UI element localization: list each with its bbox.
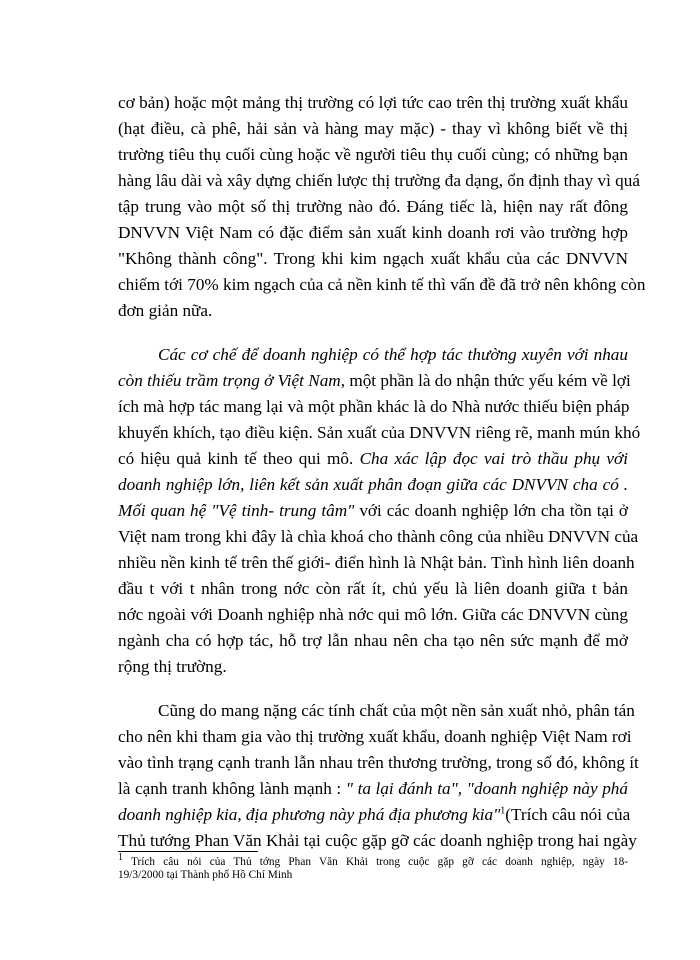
paragraph-1-line-3: trường tiêu thụ cuối cùng hoặc về người tiêu thụ cuối cùng; có những bạn: [118, 145, 628, 164]
paragraph-3-line-4: [118, 778, 628, 800]
body-text: (Trích câu nói của: [505, 805, 631, 824]
emphasis-text: Cha xác lập đọc vai trò thầu phụ với: [359, 449, 628, 468]
paragraph-2-line-13: rộng thị trường.: [118, 657, 227, 676]
paragraph-3-line-3: vào tình trạng cạnh tranh lẫn nhau trên thương trường, trong số đó, không ít: [118, 753, 639, 772]
paragraph-2-line-10: đầu t với t nhân trong nớc còn rất ít, chủ yếu là liên doanh giữa t bản: [118, 579, 628, 598]
paragraph-3-line-5: [118, 804, 631, 826]
footnote-marker: 1: [118, 852, 123, 864]
paragraph-1-line-7: "Không thành công". Trong khi kim ngạch xuất khẩu của các DNVVN: [118, 249, 628, 268]
paragraph-1-line-9: đơn giản nữa.: [118, 301, 213, 320]
paragraph-1-line-1: cơ bản) hoặc một mảng thị trường có lợi tức cao trên thị trường xuất khẩu: [118, 93, 628, 112]
footnote-line-2: 19/3/2000 tại Thành phố Hồ Chí Minh: [118, 869, 293, 881]
paragraph-2-line-7: [118, 500, 628, 522]
paragraph-1-line-4: hàng lâu dài và xây dựng chiến lược thị trường đa dạng, ổn định thay vì quá: [118, 171, 641, 190]
paragraph-2-line-8: Việt nam trong khi đây là chìa khoá cho thành công của nhiều DNVVN của: [118, 527, 639, 546]
paragraph-1-line-6: DNVVN Việt Nam có đặc điểm sản xuất kinh doanh rơi vào trường hợp: [118, 223, 628, 242]
quoted-text: doanh nghiệp kia, địa phương này phá địa phương kia": [118, 805, 501, 824]
body-text: , một phần là do nhận thức yếu kém về lợi: [340, 371, 631, 390]
footnote-text: Trích câu nói của Thủ tớng Phan Văn Khải trong cuộc gặp gỡ các doanh nghiệp, ngày 18-: [123, 856, 628, 868]
paragraph-2-line-12: ngành cha có hợp tác, hỗ trợ lẫn nhau nên cha tạo nên sức mạnh để mở: [118, 631, 628, 650]
paragraph-2-line-6: doanh nghiệp lớn, liên kết sản xuất phân đoạn giữa các DNVVN cha có .: [118, 475, 628, 494]
paragraph-2-line-1: Các cơ chế để doanh nghiệp có thể hợp tác thường xuyên với nhau: [158, 345, 628, 364]
emphasis-text: còn thiếu trầm trọng ở Việt Nam: [118, 371, 341, 390]
paragraph-2-line-5: [118, 448, 628, 470]
paragraph-3-line-2: cho nên khi tham gia vào thị trường xuất khẩu, doanh nghiệp Việt Nam rơi: [118, 727, 632, 746]
paragraph-2-line-3: ích mà hợp tác mang lại và một phần khác là do Nhà nước thiếu biện pháp: [118, 397, 630, 416]
body-text: là cạnh tranh không lành mạnh :: [118, 779, 346, 798]
paragraph-3-line-6: Thủ tướng Phan Văn Khải tại cuộc gặp gỡ các doanh nghiệp trong hai ngày: [118, 831, 637, 850]
paragraph-1-line-5: tập trung vào một số thị trường nào đó. Đáng tiếc là, hiện nay rất đông: [118, 197, 628, 216]
paragraph-1-line-8: chiếm tới 70% kim ngạch của cả nền kinh tế thì vấn đề đã trở nên không còn: [118, 275, 646, 294]
emphasis-text: Mối quan hệ "Vệ tinh- trung tâm": [118, 501, 355, 520]
paragraph-2-line-2: [118, 370, 631, 392]
footnote-separator: [118, 851, 258, 852]
quoted-text: " ta lại đánh ta", "doanh nghiệp này phá: [345, 779, 628, 798]
paragraph-1-line-2: (hạt điều, cà phê, hải sản và hàng may mặc) - thay vì không biết về thị: [118, 119, 628, 138]
body-text: có hiệu quả kinh tế theo qui mô.: [118, 449, 360, 468]
paragraph-2-line-9: nhiều nền kinh tế trên thế giới- điển hình là Nhật bản. Tình hình liên doanh: [118, 553, 635, 572]
paragraph-2-line-4: khuyến khích, tạo điều kiện. Sản xuất của DNVVN riêng rẽ, manh mún khó: [118, 423, 641, 442]
paragraph-2-line-11: nớc ngoài với Doanh nghiệp nhà nớc qui mô lớn. Giữa các DNVVN cùng: [118, 605, 628, 624]
paragraph-3-line-1: Cũng do mang nặng các tính chất của một nền sản xuất nhỏ, phân tán: [158, 701, 635, 720]
footnote-line-1: [118, 852, 628, 869]
footnote-reference: 1: [500, 805, 506, 817]
body-text: với các doanh nghiệp lớn cha tồn tại ở: [354, 501, 628, 520]
